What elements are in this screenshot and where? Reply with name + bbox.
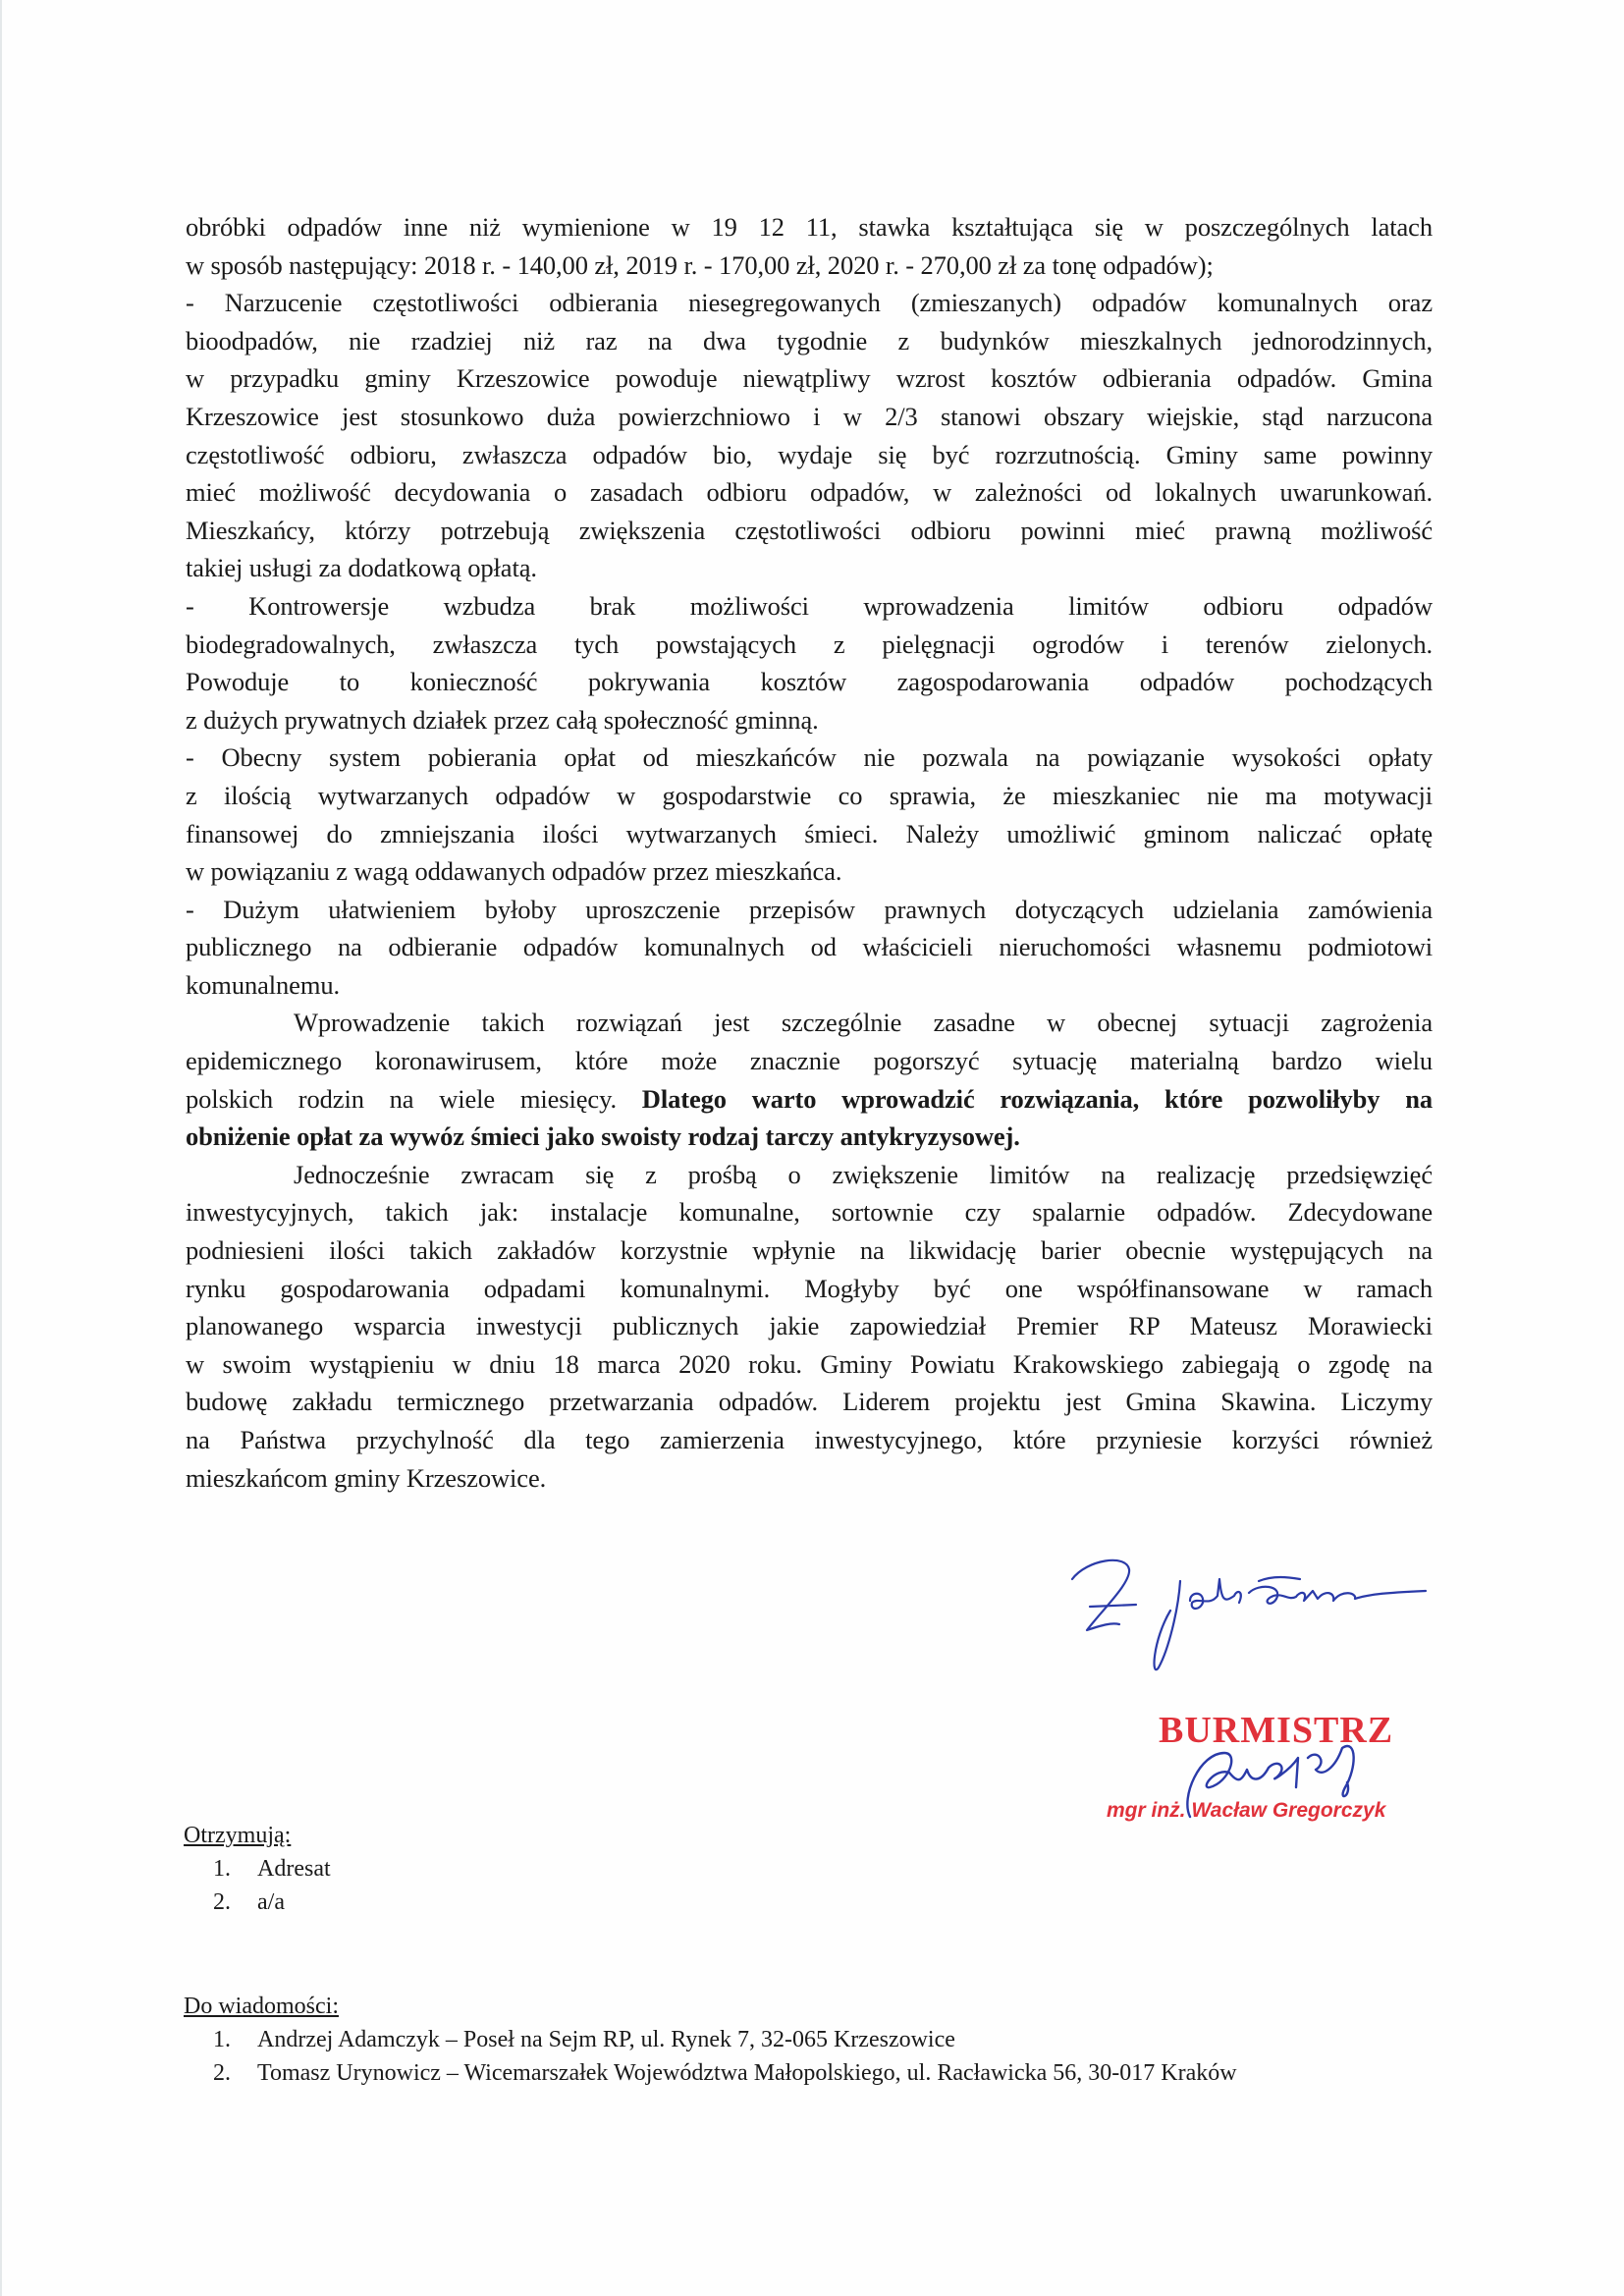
text-line: finansowej do zmniejszania ilości wytwarzanych śmieci. Należy umożliwić gminom naliczać opłatę	[186, 818, 1433, 848]
paragraph-covid	[186, 1004, 1433, 1155]
recipients-heading: Otrzymują:	[184, 1823, 292, 1848]
text-line: - Narzucenie częstotliwości odbierania niesegregowanych (zmieszanych) odpadów komunalnych oraz	[186, 288, 1433, 318]
paragraph-waste-regulations	[186, 208, 1433, 1004]
text-line: Jednocześnie zwracam się z prośbą o zwiększenie limitów na realizację przedsięwzięć	[294, 1159, 1433, 1189]
text-line: mieć możliwość decydowania o zasadach odbioru odpadów, w zależności od lokalnych uwarunkowań.	[186, 477, 1433, 508]
text-bold-emphasis: Dlatego warto wprowadzić rozwiązania, które pozwoliłyby na	[641, 1083, 1433, 1114]
text-line: takiej usługi za dodatkową opłatą.	[186, 553, 537, 583]
text-line: w swoim wystąpieniu w dniu 18 marca 2020 roku. Gminy Powiatu Krakowskiego zabiegają o zgodę na	[186, 1348, 1433, 1379]
text-line: częstotliwość odbioru, zwłaszcza odpadów bio, wydaje się być rozrzutnością. Gminy same powinny	[186, 439, 1433, 469]
recipient-item: 2. a/a	[213, 1889, 285, 1915]
text-line: bioodpadów, nie rzadziej niż raz na dwa tygodnie z budynków mieszkalnych jednorodzinnych,	[186, 325, 1433, 355]
text-line: - Obecny system pobierania opłat od mieszkańców nie pozwala na powiązanie wysokości opłaty	[186, 742, 1433, 773]
text-line: Powoduje to konieczność pokrywania kosztów zagospodarowania odpadów pochodzących	[186, 667, 1433, 697]
stamp-title: BURMISTRZ	[1159, 1710, 1394, 1751]
cc-heading: Do wiadomości:	[184, 1994, 339, 2019]
text-line: w sposób następujący: 2018 r. - 140,00 zł, 2019 r. - 170,00 zł, 2020 r. - 270,00 zł za tonę odpadów);	[186, 249, 1214, 280]
text-line: z dużych prywatnych działek przez całą społeczność gminną.	[186, 704, 819, 735]
cc-section	[184, 1990, 1237, 2090]
text-line: epidemicznego koronawirusem, które może znacznie pogorszyć sytuację materialną bardzo wielu	[186, 1046, 1433, 1076]
paragraph-investment	[186, 1156, 1433, 1497]
text-line: komunalnemu.	[186, 969, 341, 1000]
text-normal: polskich rodzin na wiele miesięcy.	[186, 1083, 642, 1114]
text-bold-emphasis: obniżenie opłat za wywóz śmieci jako swoisty rodzaj tarczy antykryzysowej.	[186, 1121, 1020, 1152]
text-line: z ilością wytwarzanych odpadów w gospodarstwie co sprawia, że mieszkaniec nie ma motywacji	[186, 780, 1433, 810]
text-line: mieszkańcom gminy Krzeszowice.	[186, 1462, 547, 1493]
handwritten-signature-icon	[1043, 1542, 1475, 1689]
text-line: w przypadku gminy Krzeszowice powoduje niewątpliwy wzrost kosztów odbierania odpadów. Gmina	[186, 363, 1433, 394]
text-line: w powiązaniu z wagą oddawanych odpadów przez mieszkańca.	[186, 856, 842, 887]
text-line: inwestycyjnych, takich jak: instalacje komunalne, sortownie czy spalarnie odpadów. Zdecydowane	[186, 1197, 1433, 1228]
letter-body	[186, 208, 1433, 1497]
text-line: - Kontrowersje wzbudza brak możliwości wprowadzenia limitów odbioru odpadów	[186, 590, 1433, 621]
stamp-name: mgr inż. Wacław Gregorczyk	[1107, 1799, 1386, 1822]
text-line: Krzeszowice jest stosunkowo duża powierzchniowo i w 2/3 stanowi obszary wiejskie, stąd narzucona	[186, 401, 1433, 431]
text-line: Wprowadzenie takich rozwiązań jest szczególnie zasadne w obecnej sytuacji zagrożenia	[294, 1008, 1433, 1038]
text-line: budowę zakładu termicznego przetwarzania odpadów. Liderem projektu jest Gmina Skawina. Liczymy	[186, 1387, 1433, 1417]
text-line: obróbki odpadów inne niż wymienione w 19 12 11, stawka kształtująca się w poszczególnych latach	[186, 212, 1433, 242]
text-line: publicznego na odbieranie odpadów komunalnych od właścicieli nieruchomości własnemu podmiotowi	[186, 932, 1433, 962]
text-line: Mieszkańcy, którzy potrzebują zwiększenia częstotliwości odbioru powinni mieć prawną możliwość	[186, 515, 1433, 545]
text-line: rynku gospodarowania odpadami komunalnymi. Mogłyby być one współfinansowane w ramach	[186, 1273, 1433, 1303]
text-line: biodegradowalnych, zwłaszcza tych powstających z pielęgnacji ogrodów i terenów zielonych.	[186, 629, 1433, 659]
recipient-item: 1. Adresat	[213, 1856, 331, 1882]
text-line: - Dużym ułatwieniem byłoby uproszczenie przepisów prawnych dotyczących udzielania zamówienia	[186, 894, 1433, 924]
recipients-section	[184, 1819, 331, 1919]
cc-item: 2. Tomasz Urynowicz – Wicemarszałek Województwa Małopolskiego, ul. Racławicka 56, 30-017 Kraków	[213, 2060, 1237, 2086]
text-line: podniesieni ilości takich zakładów korzystnie wpłynie na likwidację barier obecnie występujących na	[186, 1235, 1433, 1266]
signature-block	[1043, 1542, 1514, 1836]
cc-item: 1. Andrzej Adamczyk – Poseł na Sejm RP, ul. Rynek 7, 32-065 Krzeszowice	[213, 2027, 955, 2052]
text-line: planowanego wsparcia inwestycji publicznych jakie zapowiedział Premier RP Mateusz Morawiecki	[186, 1311, 1433, 1341]
text-line: na Państwa przychylność dla tego zamierzenia inwestycyjnego, które przyniesie korzyści również	[186, 1425, 1433, 1454]
text-line	[186, 1080, 1433, 1119]
